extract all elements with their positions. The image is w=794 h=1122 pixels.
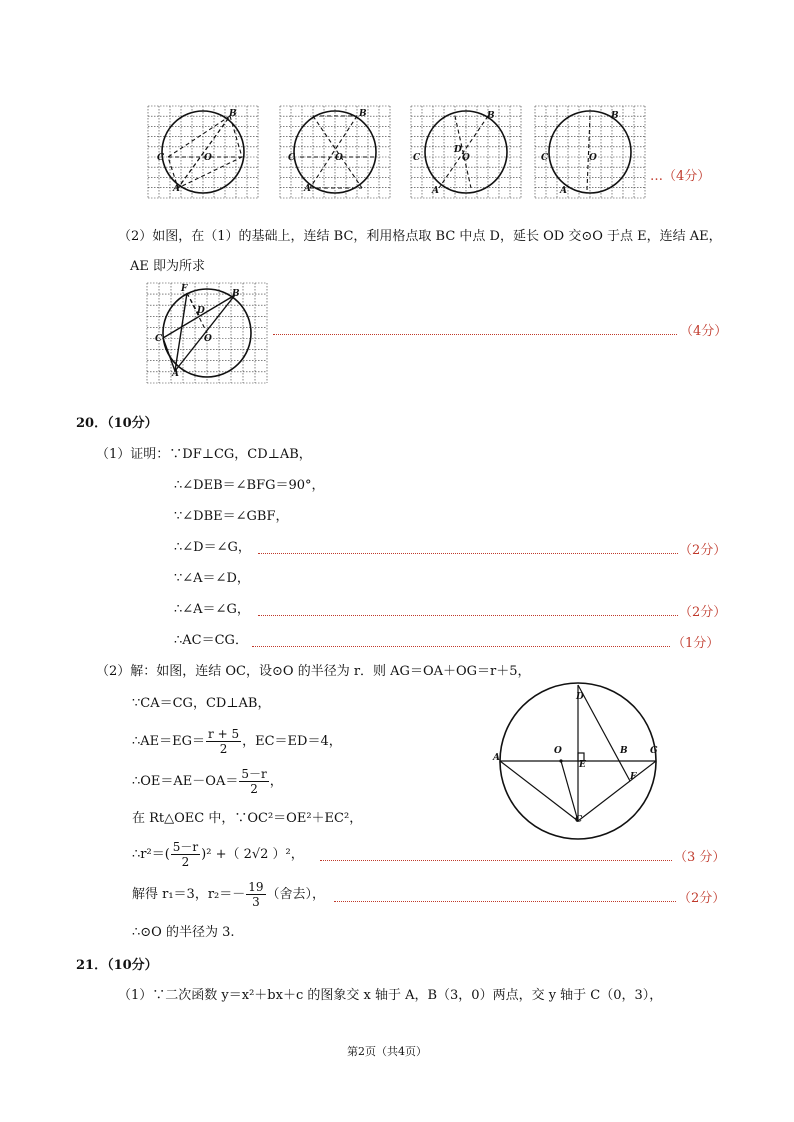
fig6-label-C: C xyxy=(575,815,583,825)
q20-p1-l6: ∴∠A＝∠G， xyxy=(174,602,250,617)
score-q20-d: （3 分） xyxy=(674,850,726,865)
fig5-label-B: B xyxy=(232,289,240,299)
fig6-label-G: G xyxy=(650,746,658,756)
fraction xyxy=(171,840,200,869)
fraction-numerator: 5－r xyxy=(172,840,199,854)
fig3-label-A: A xyxy=(432,186,439,196)
dot-leader xyxy=(252,646,670,647)
dot-leader xyxy=(273,334,677,335)
dot-leader xyxy=(258,615,678,616)
q20-p1-l3: ∵∠DBE＝∠GBF， xyxy=(174,509,289,524)
q20-p1-l5: ∵∠A＝∠D， xyxy=(174,571,250,586)
q20-p2-intro: （2）解：如图，连结 OC，设⊙O 的半径为 r．则 AG＝OA＋OG＝r＋5， xyxy=(96,664,531,679)
fraction-denominator: 2 xyxy=(250,782,258,796)
fig4-label-A: A xyxy=(560,186,567,196)
q20-p2-l3 xyxy=(132,725,342,759)
fraction-numerator: 5－r xyxy=(241,767,267,781)
q20-p2-l6-b: )² +（ 2√2 ）²， xyxy=(201,847,304,862)
q20-p2-l4-b: ， xyxy=(269,774,283,789)
score-q20-e: （2分） xyxy=(678,891,726,906)
fraction-denominator: 3 xyxy=(252,895,260,909)
q20-p2-l7 xyxy=(132,877,325,913)
score-q20-c: （1分） xyxy=(672,636,720,651)
q20-p1-l2: ∴∠DEB＝∠BFG＝90°， xyxy=(174,478,325,493)
fig2-label-O: O xyxy=(335,153,343,163)
fig6-label-A: A xyxy=(493,753,500,763)
score-q19-part2: （4分） xyxy=(680,324,728,339)
fraction xyxy=(206,727,241,756)
dot-leader xyxy=(258,553,678,554)
score-q20-a: （2分） xyxy=(679,543,727,558)
q19-part2-line2: AE 即为所求 xyxy=(130,259,206,274)
grid-figure-svg-1 xyxy=(148,106,258,198)
fig4-label-B: B xyxy=(611,111,619,121)
q20-p2-l3-b: ，EC＝ED＝4， xyxy=(242,734,342,749)
q20-p2-l8: ∴⊙O 的半径为 3. xyxy=(132,925,235,940)
q20-p1-intro: （1）证明：∵DF⊥CG，CD⊥AB， xyxy=(96,447,312,462)
grid-figure-svg-2 xyxy=(280,106,390,198)
q20-p2-l7-b: （舍去）， xyxy=(266,887,326,902)
fig5-label-O: O xyxy=(204,334,212,344)
q21-heading: 21．（10分） xyxy=(76,958,158,973)
fig1-label-A: A xyxy=(173,184,180,194)
fig3-label-O: O xyxy=(462,153,470,163)
fraction-numerator: r + 5 xyxy=(208,727,240,741)
q20-heading: 20．（10分） xyxy=(76,416,158,431)
fig1-label-C: C xyxy=(157,153,165,163)
q20-p2-l4-a: ∴OE＝AE－OA＝ xyxy=(132,774,239,789)
fig6-label-B: B xyxy=(620,746,628,756)
fig5-label-F: F xyxy=(181,284,188,294)
fig2-label-C: C xyxy=(288,153,296,163)
fig6-label-E: E xyxy=(579,760,586,770)
q20-p1-l7: ∴AC＝CG． xyxy=(174,633,248,648)
dot-leader xyxy=(320,860,672,861)
fig2-label-A: A xyxy=(304,184,311,194)
q19-part2-line1: （2）如图，在（1）的基础上，连结 BC，利用格点取 BC 中点 D，延长 OD 交⊙O 于点 E，连结 AE， xyxy=(118,229,722,244)
fig4-label-O: O xyxy=(589,153,597,163)
q21-p1: （1）∵二次函数 y＝x²＋bx＋c 的图象交 x 轴于 A，B（3，0）两点，交 y 轴于 C（0，3）， xyxy=(118,988,663,1003)
fraction-denominator: 2 xyxy=(219,742,228,756)
fig5-label-D: D xyxy=(197,306,205,316)
q20-p2-l5: 在 Rt△OEC 中，∵OC²＝OE²＋EC²， xyxy=(132,811,363,826)
grid-figure-svg-4 xyxy=(535,106,645,198)
fig3-label-C: C xyxy=(413,153,421,163)
q20-p2-l6 xyxy=(132,838,304,872)
page-footer: 第2页（共4页） xyxy=(347,1045,427,1058)
q20-p2-l6-a: ∴r²＝( xyxy=(132,847,170,862)
fig3-label-B: B xyxy=(487,111,495,121)
fig6-label-O: O xyxy=(554,746,562,756)
grid-figure-svg-part2 xyxy=(147,283,267,383)
fraction xyxy=(246,880,265,909)
q20-p2-l2: ∵CA＝CG，CD⊥AB， xyxy=(132,696,271,711)
q20-p2-l3-a: ∴AE＝EG＝ xyxy=(132,734,206,749)
q20-p2-l7-a: 解得 r₁＝3，r₂＝－ xyxy=(132,887,246,902)
fig5-label-C: C xyxy=(155,334,163,344)
fig6-label-F: F xyxy=(630,772,637,782)
fraction-numerator: 19 xyxy=(248,880,264,894)
q20-p1-l4: ∴∠D＝∠G， xyxy=(174,540,251,555)
fig1-label-O: O xyxy=(204,153,212,163)
fig2-label-B: B xyxy=(359,109,367,119)
q20-p2-l4 xyxy=(132,765,283,799)
score-q20-b: （2分） xyxy=(679,605,727,620)
fig6-label-D: D xyxy=(576,692,584,702)
fig3-label-D: D xyxy=(454,145,462,155)
dot-leader xyxy=(334,901,676,902)
fig4-label-C: C xyxy=(541,153,549,163)
score-q19-part1: …（4分） xyxy=(650,169,711,184)
grid-figure-svg-3 xyxy=(411,106,521,198)
fraction-denominator: 2 xyxy=(181,855,190,869)
fig1-label-B: B xyxy=(229,109,237,119)
fraction xyxy=(239,767,268,796)
fig5-label-A: A xyxy=(172,369,179,379)
